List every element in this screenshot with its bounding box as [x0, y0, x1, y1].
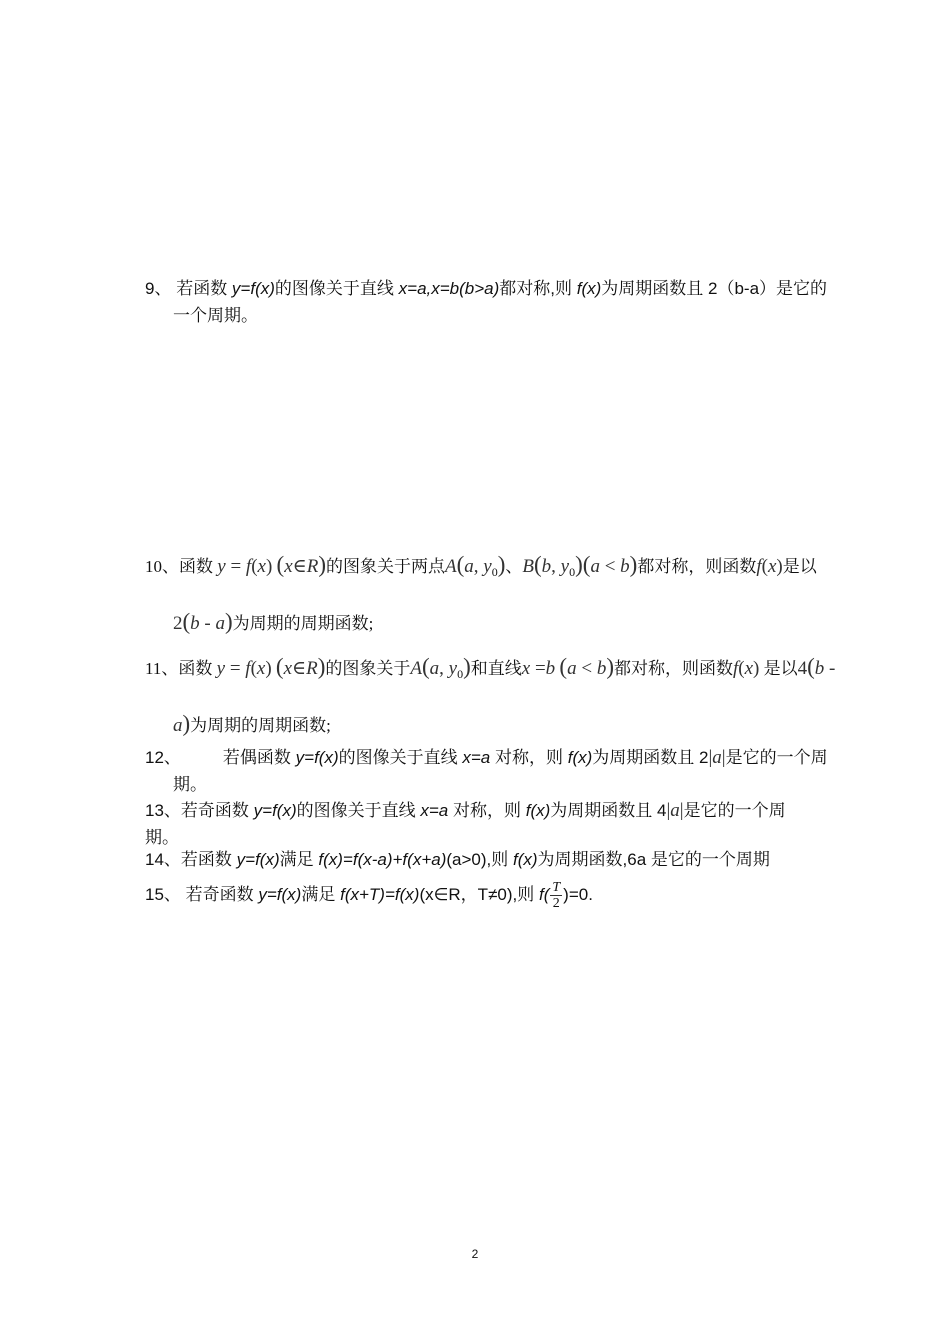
formula: f(x)	[732, 658, 760, 679]
item-14: 14、若函数 y=f(x)满足 f(x)=f(x-a)+f(x+a)(a>0),则 f(x)为周期函数,6a 是它的一个周期	[145, 850, 770, 869]
item-13: 13、若奇函数 y=f(x)的图像关于直线 x=a 对称，则 f(x)为周期函数且 4|a|是它的一个周期。	[145, 800, 786, 847]
formula: y = f(x) (x∈R)	[216, 654, 326, 679]
item-9: 9、 若函数 y=f(x)的图像关于直线 x=a,x=b(b>a)都对称,则 f(x)为周期函数且 2（b-a）是它的一个周期。	[145, 279, 828, 325]
item-number: 15、	[145, 884, 181, 904]
item-number: 9、	[145, 279, 172, 298]
item-number: 11、	[145, 659, 179, 678]
formula: B(b, $y_0)(a < b)$	[522, 552, 638, 579]
formula: A(a, $y_0$)	[445, 552, 506, 579]
formula: A(a, $y_0$)	[410, 654, 471, 681]
formula: f(x)	[756, 556, 783, 577]
item-12: 12、 若偶函数 y=f(x)的图像关于直线 x=a 对称，则 f(x)为周期函数且 2|a|是它的一个周期。	[145, 747, 828, 794]
item-number: 10、	[145, 557, 179, 576]
item-15: 15、 若奇函数 y=f(x)满足 f(x+T)=f(x)(x∈R，T≠0),则 f( $\frac{T}{2}$ )=0.	[145, 880, 593, 911]
abs-a: |a|	[708, 747, 726, 768]
formula: 2(b - a)	[173, 609, 233, 634]
formula: x =b (a < b)	[521, 654, 614, 679]
item-number: 13、	[145, 801, 181, 820]
item-11: 11、函数 y = f(x) (x∈R)的图象关于A(a, $y_0$)和直线x =b (a < b)都对称，则函数f(x) 是以4(b - a)为周期的周期函数;	[145, 654, 836, 736]
fraction-t-over-2: $\frac{T}{2}$	[552, 880, 561, 911]
item-10: 10、函数 y = f(x) (x∈R)的图象关于两点A(a, $y_0$)、B(b, $y_0)(a < b)$都对称，则函数f(x)是以2(b - a)为周期的周期函数;	[145, 552, 817, 634]
item-number: 14、	[145, 850, 181, 869]
formula: 4(b - a)	[173, 654, 836, 736]
page-number: 2	[471, 1247, 479, 1261]
formula: y = f(x) (x∈R)	[217, 552, 326, 577]
abs-a: |a|	[666, 800, 684, 821]
item-number: 12、	[145, 748, 181, 767]
